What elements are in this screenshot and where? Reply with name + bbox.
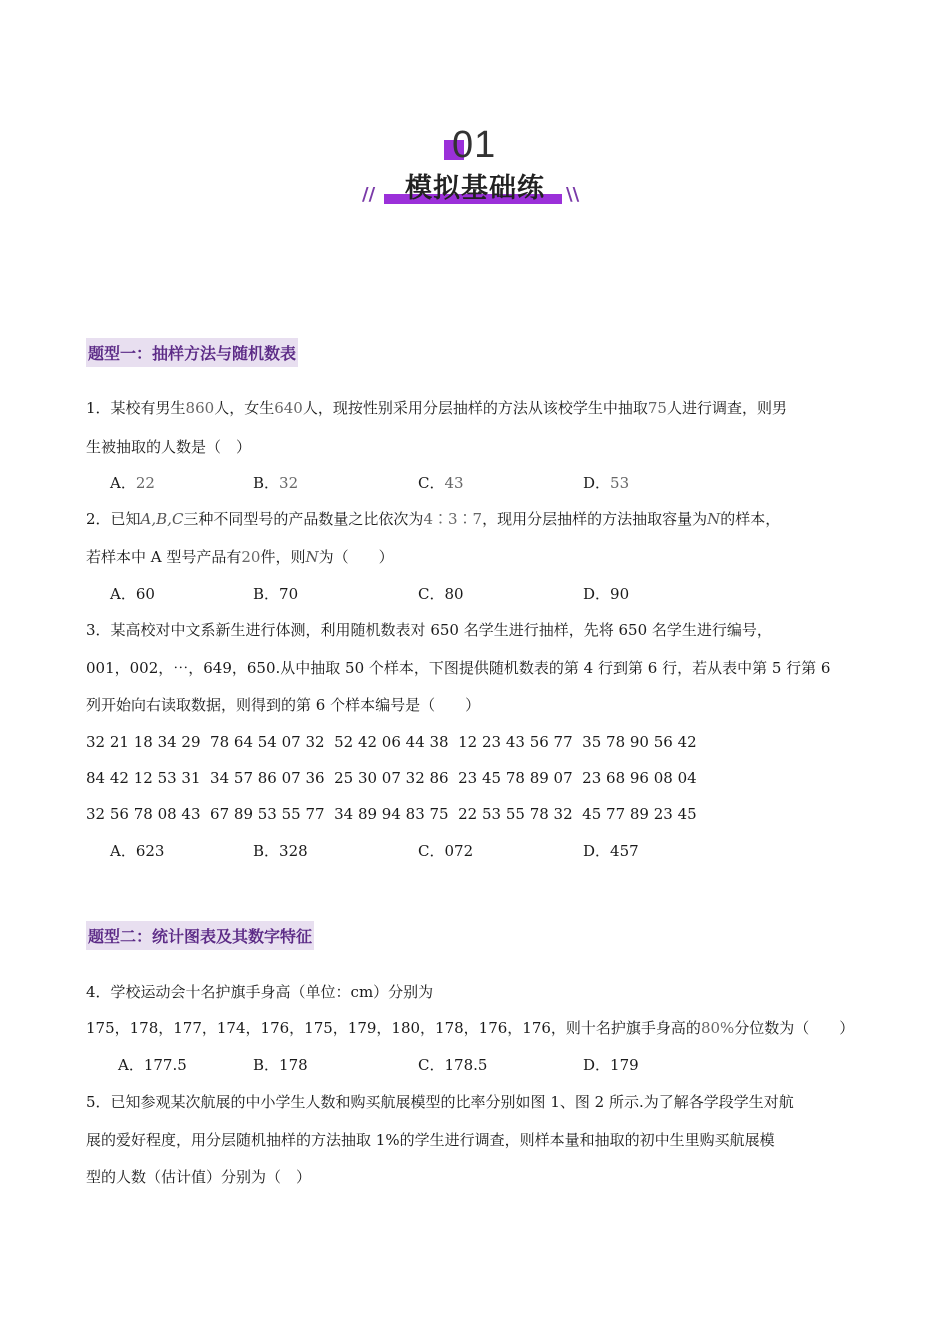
q2-option-c: C．80 <box>418 585 464 603</box>
q3-option-d: D．457 <box>583 842 639 860</box>
q3-line1: 3．某高校对中文系新生进行体测，利用随机数表对 650 名学生进行抽样，先将 650 名学生进行编号， <box>86 621 772 639</box>
q2-text: 的样本， <box>720 510 781 528</box>
q2-option-d: D．90 <box>583 585 630 603</box>
q3-line3: 列开始向右读取数据，则得到的第 6 个样本编号是（ ） <box>86 696 481 714</box>
section-number: 01 <box>452 124 497 166</box>
q4-option-a: A．177.5 <box>118 1056 187 1074</box>
q1-text: 人，现按性别采用分层抽样的方法从该校学生中抽取 <box>302 399 648 417</box>
q2-text: ，现用分层抽样的方法抽取容量为 <box>482 510 708 528</box>
q1-text: 人进行调查，则男 <box>666 399 787 417</box>
q1-option-c: C．43 <box>418 474 464 492</box>
q4-line1: 4．学校运动会十名护旗手身高（单位：cm）分别为 <box>86 983 434 1001</box>
q2-text: 三种不同型号的产品数量之比依次为 <box>183 510 424 528</box>
q5-line1: 5．已知参观某次航展的中小学生人数和购买航展模型的比率分别如图 1、图 2 所示.为了解各学段学生对航 <box>86 1093 794 1111</box>
q1-value: 75 <box>647 399 667 417</box>
section-heading-2: 题型二：统计图表及其数字特征 <box>86 921 314 950</box>
q1-text: 1．某校有男生 <box>86 399 186 417</box>
q2-math: N <box>305 548 319 566</box>
random-table-row: 84 42 12 53 31 34 57 86 07 36 25 30 07 32 86 23 45 78 89 07 23 68 96 08 04 <box>86 769 697 787</box>
q5-line3: 型的人数（估计值）分别为（ ） <box>86 1168 312 1186</box>
q1-option-b: B．32 <box>253 474 299 492</box>
q4-option-d: D．179 <box>583 1056 639 1074</box>
q5-line2: 展的爱好程度，用分层随机抽样的方法抽取 1%的学生进行调查，则样本量和抽取的初中生里购买航展模 <box>86 1131 775 1149</box>
section-title: 模拟基础练 <box>405 173 545 204</box>
q2-text: 2．已知 <box>86 510 141 528</box>
q2-option-a: A．60 <box>110 585 155 603</box>
q1-option-a: A．22 <box>110 474 155 492</box>
q3-line2: 001，002，⋯，649，650.从中抽取 50 个样本，下图提供随机数表的第 4 行到第 6 行，若从表中第 5 行第 6 <box>86 659 831 677</box>
q3-option-b: B．328 <box>253 842 308 860</box>
q1-line2: 生被抽取的人数是（ ） <box>86 438 252 456</box>
q2-text: 若样本中 A 型号产品有 <box>86 548 242 566</box>
q1-option-d: D．53 <box>583 474 630 492</box>
q2-value: 20 <box>241 548 261 566</box>
q1-text: 人，女生 <box>214 399 275 417</box>
q4-option-b: B．178 <box>253 1056 308 1074</box>
section-heading-1: 题型一：抽样方法与随机数表 <box>86 338 298 367</box>
q3-option-a: A．623 <box>110 842 165 860</box>
q2-text: 为（ ） <box>318 548 394 566</box>
q4-text: 175，178，177，174，176，175，179，180，178，176，176，则十名护旗手身高的 <box>86 1019 701 1037</box>
q4-text: 分位数为（ ） <box>734 1019 855 1037</box>
q2-line2 <box>86 547 394 567</box>
right-deco: \\ <box>566 184 580 205</box>
section-header <box>0 120 950 230</box>
q2-ratio: 4∶3∶7 <box>423 510 483 528</box>
q4-value: 80% <box>700 1019 735 1037</box>
q2-math: A,B,C <box>140 510 184 528</box>
q4-line2 <box>86 1018 854 1038</box>
left-deco: // <box>362 184 376 205</box>
q2-option-b: B．70 <box>253 585 299 603</box>
q1-value: 860 <box>185 399 215 417</box>
q1-value: 640 <box>274 399 303 417</box>
q2-text: 件，则 <box>260 548 306 566</box>
q3-option-c: C．072 <box>418 842 474 860</box>
q2-math: N <box>707 510 721 528</box>
random-table-row: 32 56 78 08 43 67 89 53 55 77 34 89 94 83 75 22 53 55 78 32 45 77 89 23 45 <box>86 805 697 823</box>
q2-line1 <box>86 509 780 529</box>
q4-option-c: C．178.5 <box>418 1056 488 1074</box>
random-table-row: 32 21 18 34 29 78 64 54 07 32 52 42 06 44 38 12 23 43 56 77 35 78 90 56 42 <box>86 733 697 751</box>
q1-line1 <box>86 398 787 418</box>
